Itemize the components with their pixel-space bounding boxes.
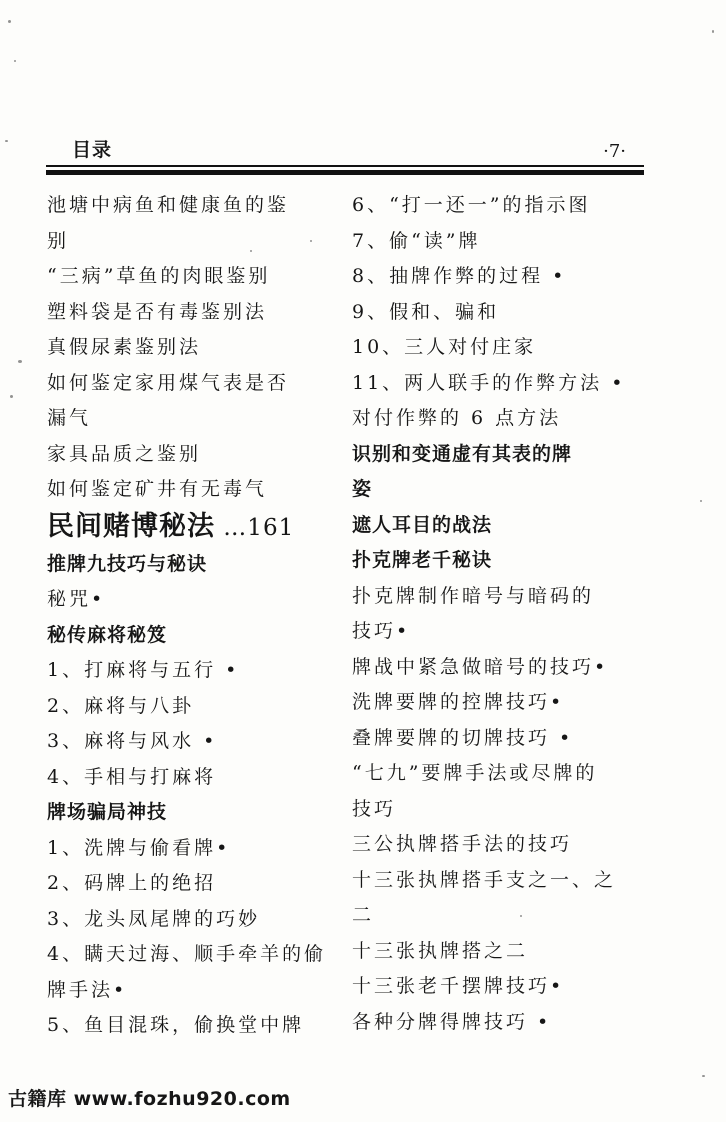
toc-entry-text: 4、瞒天过海、顺手牵羊的偷 — [47, 943, 327, 965]
toc-entry — [47, 224, 337, 260]
toc-section-heading — [47, 508, 337, 547]
page-number: ·7· — [603, 141, 626, 162]
toc-left-column — [47, 188, 337, 1044]
toc-entry — [47, 689, 337, 725]
toc-entry-text: 1、洗牌与偷看牌• — [47, 836, 231, 859]
toc-entry — [47, 724, 337, 760]
toc-right-column — [352, 188, 652, 1040]
toc-section-heading — [352, 437, 652, 473]
toc-entry-text: 遮人耳目的战法 — [352, 513, 493, 536]
toc-entry — [47, 866, 337, 902]
toc-entry-text: 真假尿素鉴别法 — [47, 336, 202, 358]
toc-entry-text: 5、鱼目混珠，偷换堂中牌 — [47, 1014, 305, 1036]
toc-entry — [352, 259, 652, 295]
header-rule-thin — [46, 165, 644, 167]
toc-entry-text: 秘咒• — [47, 588, 106, 610]
toc-entry — [47, 295, 337, 331]
toc-entry — [47, 472, 337, 508]
toc-entry — [47, 973, 337, 1009]
toc-entry-text: 二 — [352, 904, 375, 926]
toc-entry-text: 1、打麻将与五行 • — [47, 659, 240, 681]
toc-entry — [47, 760, 337, 796]
scan-speck — [10, 395, 13, 398]
toc-entry — [47, 188, 337, 224]
toc-entry-text: 4、手相与打麻将 — [47, 765, 217, 788]
page-header — [46, 133, 644, 179]
toc-entry-text: 2、麻将与八卦 — [47, 694, 195, 717]
scan-speck — [14, 60, 16, 62]
toc-section-heading — [47, 618, 337, 654]
toc-entry-text: 如何鉴定家用煤气表是否 — [47, 371, 290, 394]
toc-entry — [352, 650, 652, 686]
toc-entry — [352, 827, 652, 863]
toc-entry — [352, 898, 652, 934]
toc-entry-text: 技巧• — [352, 620, 411, 642]
toc-entry — [352, 614, 652, 650]
toc-entry-text: 7、偷“读”牌 — [352, 229, 481, 252]
toc-entry-text: 10、三人对付庄家 — [352, 336, 537, 358]
toc-entry-text: 家具品质之鉴别 — [47, 442, 202, 465]
toc-entry — [47, 1008, 337, 1044]
scan-speck — [18, 360, 22, 363]
toc-entry — [352, 969, 652, 1005]
toc-entry — [352, 756, 652, 792]
toc-entry-text: 别 — [47, 229, 70, 252]
toc-entry — [352, 188, 652, 224]
toc-entry — [352, 366, 652, 402]
toc-entry — [352, 863, 652, 899]
toc-entry-text: 牌手法• — [47, 978, 128, 1001]
toc-entry — [352, 224, 652, 260]
toc-entry — [352, 685, 652, 721]
toc-entry — [47, 366, 337, 402]
toc-entry-text: 扑克牌老千秘诀 — [352, 549, 493, 571]
header-title: 目录 — [72, 139, 113, 161]
toc-section-heading — [352, 508, 652, 544]
toc-entry — [352, 330, 652, 366]
scan-speck — [8, 20, 11, 23]
toc-entry-text: 识别和变通虚有其表的牌 — [352, 442, 573, 465]
scan-speck — [712, 30, 714, 33]
toc-section-heading — [352, 543, 652, 579]
toc-entry-text: 姿 — [352, 478, 373, 500]
toc-section-heading — [352, 472, 652, 508]
scan-speck — [702, 1075, 705, 1077]
toc-entry-text: 3、龙头凤尾牌的巧妙 — [47, 907, 261, 930]
toc-entry-text: 牌场骗局神技 — [47, 801, 168, 823]
toc-entry — [47, 831, 337, 867]
toc-entry — [47, 259, 337, 295]
toc-entry-text: 民间赌博秘法 — [47, 510, 215, 542]
toc-entry — [47, 937, 337, 973]
toc-section-heading — [47, 547, 337, 583]
toc-entry-text: 扑克牌制作暗号与暗码的 — [352, 584, 595, 607]
toc-entry — [47, 401, 337, 437]
toc-entry-text: 秘传麻将秘笈 — [47, 623, 168, 646]
toc-entry-text: “三病”草鱼的肉眼鉴别 — [47, 265, 271, 287]
toc-entry-text: 十三张执牌搭之二 — [352, 939, 529, 962]
toc-entry — [352, 1005, 652, 1041]
toc-entry — [47, 653, 337, 689]
toc-entry-text: 池塘中病鱼和健康鱼的鉴 — [47, 194, 290, 216]
toc-entry-text: 洗牌要牌的控牌技巧• — [352, 691, 565, 713]
toc-entry-text: 漏气 — [47, 407, 92, 429]
header-rule-thick — [46, 170, 644, 175]
toc-entry-text: 技巧 — [352, 797, 397, 820]
toc-entry-text: 叠牌要牌的切牌技巧 • — [352, 726, 574, 749]
toc-entry-text: 各种分牌得牌技巧 • — [352, 1010, 552, 1033]
toc-entry-text: 塑料袋是否有毒鉴别法 — [47, 300, 268, 323]
scan-speck — [5, 140, 8, 142]
toc-entry — [47, 437, 337, 473]
toc-entry — [47, 902, 337, 938]
toc-entry-text: 十三张执牌搭手支之一、之 — [352, 868, 617, 891]
toc-entry-text: 2、码牌上的绝招 — [47, 872, 217, 894]
toc-entry-text: 如何鉴定矿井有无毒气 — [47, 478, 268, 500]
toc-entry-text: 11、两人联手的作弊方法 • — [352, 371, 626, 394]
toc-entry — [352, 401, 652, 437]
toc-entry-text: 9、假和、骗和 — [352, 300, 500, 323]
toc-entry-text: 三公执牌搭手法的技巧 — [352, 833, 573, 855]
toc-entry-text: 6、“打一还一”的指示图 — [352, 194, 591, 216]
scan-speck — [700, 500, 702, 502]
toc-entry-text: 推牌九技巧与秘诀 — [47, 552, 208, 575]
toc-entry-text: 3、麻将与风水 • — [47, 730, 218, 752]
toc-entry — [352, 792, 652, 828]
toc-entry-text: 对付作弊的 6 点方法 — [352, 407, 562, 429]
site-watermark: 古籍库 www.fozhu920.com — [8, 1088, 291, 1110]
toc-section-heading — [47, 795, 337, 831]
toc-entry — [352, 934, 652, 970]
toc-entry-text: 牌战中紧急做暗号的技巧• — [352, 655, 609, 678]
toc-entry-text: 8、抽牌作弊的过程 • — [352, 265, 567, 287]
toc-entry-text: “七九”要牌手法或尽牌的 — [352, 762, 598, 784]
toc-page-number: …161 — [215, 514, 295, 541]
toc-entry — [352, 721, 652, 757]
toc-entry — [47, 582, 337, 618]
toc-entry — [47, 330, 337, 366]
toc-entry-text: 十三张老千摆牌技巧• — [352, 975, 565, 997]
toc-entry — [352, 295, 652, 331]
toc-entry — [352, 579, 652, 615]
